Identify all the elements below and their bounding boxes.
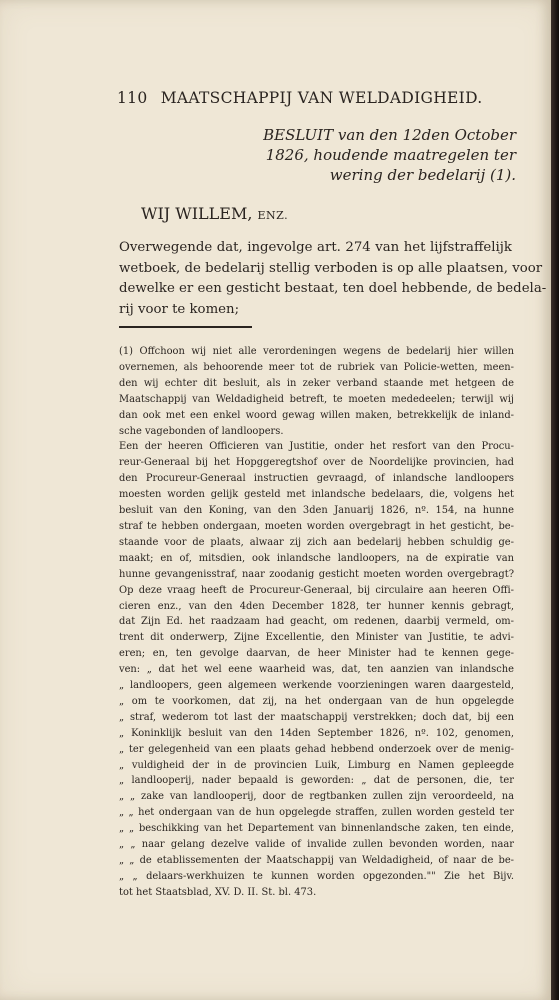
decree-title (246, 125, 516, 185)
body-line: rij voor te komen; (119, 301, 240, 317)
footnote-line: „ straf, wederom tot last der maatschappij verstrekken; doch dat, bij een (119, 711, 514, 723)
footnote-line: „ „ delaars-werkhuizen te kunnen worden opgezonden."" Zie het Bijv. (119, 870, 514, 882)
body-line: Overwegende dat, ingevolge art. 274 van het lijfstraffelijk (119, 240, 512, 255)
decree-title-line: 1826, houdende maatregelen ter (265, 146, 516, 164)
footnote-line: besluit van den Koning, van den 3den Januarij 1826, nº. 154, na hunne (119, 505, 514, 517)
page-number: 110 (117, 89, 148, 107)
footnote-line: den wij echter dit besluit, als in zeker verband staande met hetgeen de (119, 377, 514, 389)
running-header (117, 89, 483, 107)
footnote-line: (1) Offchoon wij niet alle verordeningen wegens de bedelarij hier willen (119, 346, 514, 357)
footnote-line: eren; en, ten gevolge daarvan, de heer Minister had te kennen gege- (119, 648, 514, 660)
decree-body (119, 238, 547, 320)
body-line: wetboek, de bedelarij stellig verboden is op alle plaatsen, voor (119, 260, 543, 276)
footnote (119, 344, 514, 901)
footnote-line: reur-Generaal bij het Hopggeregtshof over de Noordelijke provincien, had (119, 457, 514, 469)
footnote-line: cieren enz., van den 4den December 1828, ter hunner kennis gebragt, (119, 600, 514, 612)
footnote-line: Een der heeren Officieren van Justitie, onder het resfort van den Procu- (119, 441, 514, 453)
footnote-line: „ vuldigheid der in de provincien Luik, Limburg en Namen gepleegde (119, 759, 514, 771)
running-title: MAATSCHAPPIJ VAN WELDADIGHEID. (160, 89, 483, 107)
footnote-line: sche vagebonden of landloopers. (119, 425, 284, 437)
footnote-line: staande voor de plaats, alwaar zij zich aan bedelarij hebben schuldig ge- (119, 536, 514, 548)
body-line: dewelke er een gesticht bestaat, ten doel hebbende, de bedela- (119, 281, 547, 296)
footnote-line: „ „ zake van landlooperij, door de regtbanken zullen zijn veroordeeld, na (119, 791, 514, 803)
footnote-line: „ „ naar gelang dezelve valide of invalide zullen bevonden worden, naar (119, 839, 514, 851)
footnote-line: overnemen, als behoorende meer tot de rubriek van Policie-wetten, meen- (119, 361, 514, 373)
footnote-line: moesten worden gelijk gesteld met inlandsche bedelaars, die, volgens het (119, 489, 514, 501)
salutation-enz: ENZ. (257, 209, 289, 222)
footnote-line: trent dit onderwerp, Zijne Excellentie, den Minister van Justitie, te advi- (119, 632, 514, 644)
footnote-line: „ „ de etablissementen der Maatschappij van Weldadigheid, of naar de be- (119, 855, 514, 866)
footnote-line: Maatschappij van Weldadigheid betreft, te moeten mededeelen; terwijl wij (119, 393, 514, 405)
footnote-line: dan ook met een enkel woord gewag willen maken, betrekkelijk de inland- (119, 409, 514, 421)
footnote-line: dat Zijn Ed. het raadzaam had geacht, om redenen, daarbij vermeld, om- (119, 616, 514, 628)
footnote-line: ven: „ dat het wel eene waarheid was, dat, ten aanzien van inlandsche (119, 664, 514, 676)
footnote-divider (119, 326, 252, 328)
decree-title-line: wering der bedelarij (1). (329, 166, 516, 184)
book-spine-edge (551, 0, 559, 1000)
decree-title-line: BESLUIT van den 12den October (263, 126, 516, 144)
footnote-line: „ „ beschikking van het Departement van binnenlandsche zaken, ten einde, (119, 823, 514, 835)
footnote-line: „ ter gelegenheid van een plaats gehad hebbend onderzoek over de menig- (119, 743, 514, 755)
footnote-line: „ om te voorkomen, dat zij, na het ondergaan van de hun opgelegde (119, 695, 514, 707)
footnote-line: straf te hebben ondergaan, moeten worden overgebragt in het gesticht, be- (119, 520, 514, 532)
salutation (141, 204, 288, 223)
footnote-line: „ Koninklijk besluit van den 14den September 1826, nº. 102, genomen, (119, 727, 514, 739)
footnote-line: Op deze vraag heeft de Procureur-Generaal, bij circulaire aan heeren Offi- (119, 584, 514, 596)
footnote-line: „ landlooperij, nader bepaald is geworden: „ dat de personen, die, ter (119, 775, 514, 787)
footnote-line: tot het Staatsblad, XV. D. II. St. bl. 473. (119, 886, 317, 898)
footnote-line: maakt; en of, mitsdien, ook inlandsche landloopers, na de expiratie van (119, 552, 514, 564)
footnote-line: hunne gevangenisstraf, naar zoodanig gesticht moeten worden overgebragt? (119, 568, 514, 580)
footnote-line: den Procureur-Generaal instructien gevraagd, of inlandsche landloopers (119, 473, 514, 485)
footnote-line: „ landloopers, geen algemeen werkende voorzieningen waren daargesteld, (119, 680, 514, 692)
salutation-main: WIJ WILLEM, (141, 204, 253, 223)
footnote-line: „ „ het ondergaan van de hun opgelegde straffen, zullen worden gesteld ter (119, 807, 514, 819)
